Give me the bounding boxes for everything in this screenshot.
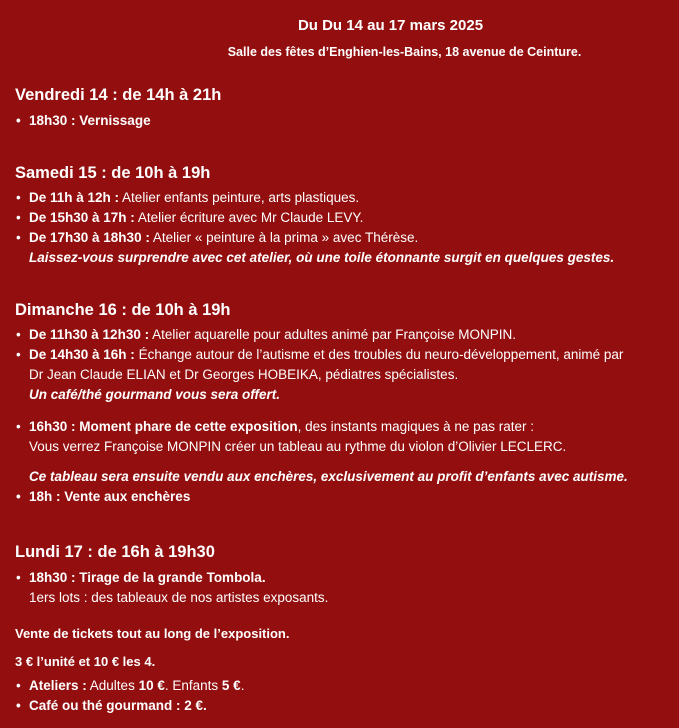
sunday-heading: Dimanche 16 : de 10h à 19h: [15, 301, 231, 319]
item-note: Un café/thé gourmand vous sera offert.: [29, 387, 281, 402]
monday-list: [15, 568, 328, 608]
item-text: Atelier « peinture à la prima » avec Thérèse.: [149, 230, 419, 245]
friday-list: [15, 111, 151, 131]
item-text: Atelier enfants peinture, arts plastiques.: [119, 190, 360, 205]
item-text: Atelier écriture avec Mr Claude LEVY.: [134, 210, 364, 225]
prices-list: [15, 676, 244, 716]
list-item: [15, 188, 614, 208]
item-time: De 15h30 à 17h :: [29, 210, 135, 225]
tickets-info: Vente de tickets tout au long de l’exposition.: [15, 626, 290, 641]
price-text: Adultes: [86, 678, 139, 693]
item-time: De 17h30 à 18h30 :: [29, 230, 150, 245]
item-text: 18h30 : Tirage de la grande Tombola.: [29, 570, 266, 585]
item-time: De 14h30 à 16h :: [29, 347, 135, 362]
saturday-heading: Samedi 15 : de 10h à 19h: [15, 164, 211, 182]
list-item: [15, 325, 665, 345]
monday-heading: Lundi 17 : de 16h à 19h30: [15, 543, 215, 561]
item-time: De 11h à 12h :: [29, 190, 120, 205]
list-item: [15, 228, 614, 248]
list-item: [15, 345, 665, 405]
item-text: , des instants magiques à ne pas rater :: [297, 419, 534, 434]
list-item: • Café ou thé gourmand : 2 €.: [15, 696, 244, 716]
item-text: Échange autour de l’autisme et des troubles du neuro-développement, animé par: [134, 347, 624, 362]
list-item: [15, 417, 665, 457]
event-dates: Du Du 14 au 17 mars 2025: [297, 17, 484, 34]
item-note: Laissez-vous surprendre avec cet atelier, où une toile étonnante surgit en quelques gestes.: [29, 250, 615, 265]
workshop-label: Ateliers :: [29, 678, 87, 693]
adult-price: 10 €: [138, 678, 165, 693]
item-text: Vous verrez Françoise MONPIN créer un tableau au rythme du violon d’Olivier LECLERC.: [29, 439, 567, 454]
item-sub: 1ers lots : des tableaux de nos artistes exposants.: [29, 590, 329, 605]
price-text: .: [240, 678, 245, 693]
saturday-list: [15, 188, 614, 268]
item-text: Dr Jean Claude ELIAN et Dr Georges HOBEIKA, pédiatres spécialistes.: [29, 367, 459, 382]
event-venue: Salle des fêtes d’Enghien-les-Bains, 18 avenue de Ceinture.: [227, 45, 582, 59]
list-item: [15, 676, 244, 696]
child-price: 5 €: [221, 678, 241, 693]
sunday-list: [15, 325, 665, 507]
item-highlight: 16h30 : Moment phare de cette exposition: [29, 419, 298, 434]
item-text: Atelier aquarelle pour adultes animé par Françoise MONPIN.: [149, 327, 517, 342]
price-text: . Enfants: [164, 678, 222, 693]
friday-heading: Vendredi 14 : de 14h à 21h: [15, 86, 222, 104]
list-item: [15, 568, 328, 608]
list-item: • 18h30 : Vernissage: [15, 111, 151, 131]
auction-note: Ce tableau sera ensuite vendu aux enchères, exclusivement au profit d’enfants avec autisme.: [29, 469, 628, 484]
item-time: De 11h30 à 12h30 :: [29, 327, 150, 342]
list-item: • 18h : Vente aux enchères: [15, 487, 665, 507]
tickets-price: 3 € l’unité et 10 € les 4.: [15, 654, 156, 669]
list-note: [15, 248, 614, 268]
list-item: [15, 208, 614, 228]
list-note: [15, 467, 665, 487]
